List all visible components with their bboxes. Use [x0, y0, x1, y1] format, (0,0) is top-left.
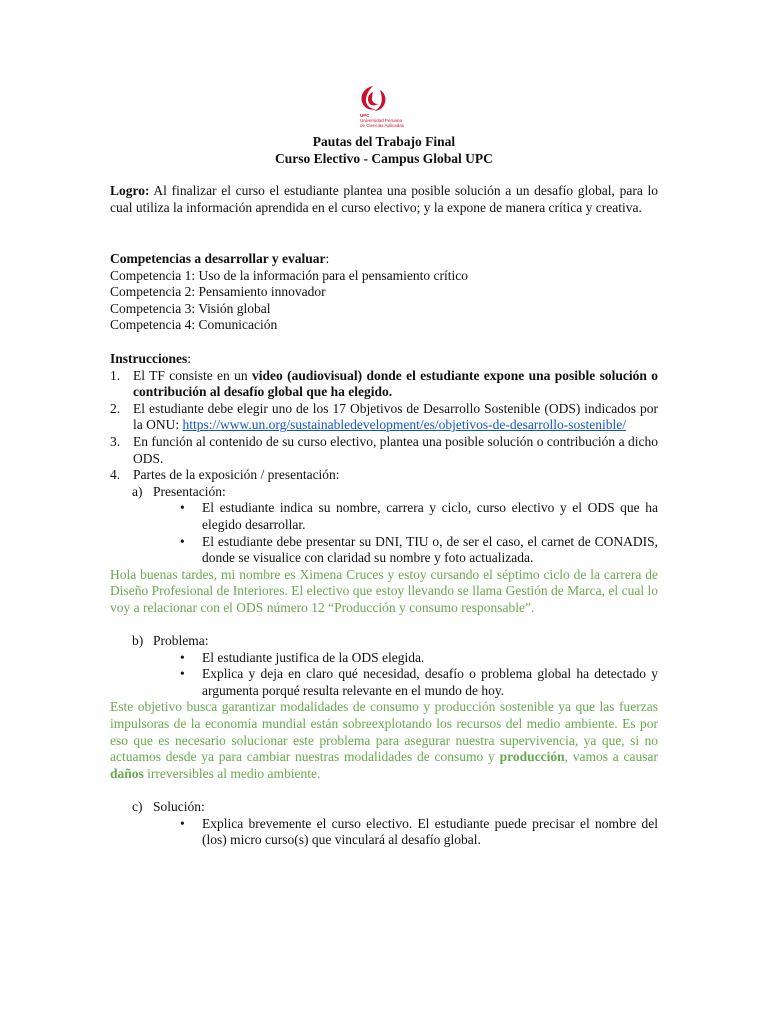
logro-label: Logro: — [110, 183, 150, 198]
competencias-section — [110, 251, 658, 334]
upc-logo-icon — [356, 84, 390, 114]
ods-link[interactable]: https://www.un.org/sustainabledevelopment/es/objetivos-de-desarrollo-sostenible/ — [182, 417, 627, 433]
part-b-bullet: • El estudiante justifica de la ODS elegida. — [180, 649, 425, 665]
logro-text: Al finalizar el curso el estudiante plantea una posible solución a un desafío global, para lo cual utiliza la información aprendida en el curso electivo; y la expone de manera crítica y creativa. — [110, 183, 658, 215]
instrucciones-section — [110, 351, 658, 849]
document-title — [110, 134, 658, 167]
upc-logo-text: UPC Universidad Peruana de Ciencias Aplicadas — [360, 113, 405, 128]
logro-paragraph — [110, 183, 658, 216]
instrucciones-heading: Instrucciones: — [110, 351, 192, 366]
instruction-item-1: 1. El TF consiste en un video (audiovisual) donde el estudiante expone una posible solución o contribución al desafío global que ha elegido. — [110, 367, 658, 400]
competencia-item: Competencia 2: Pensamiento innovador — [110, 284, 326, 300]
instruction-item-2: 2. El estudiante debe elegir uno de los 17 Objetivos de Desarrollo Sostenible (ODS) indicados por la ONU: https://www.un.org/sustainabledevelopment/es/objetivos-de-desarrollo-sostenible/ — [110, 400, 658, 433]
part-b-answer: Este objetivo busca garantizar modalidades de consumo y producción sostenible ya que las fuerzas impulsoras de la economía mundial están sobreexplotando los recursos del medio ambiente. Es por eso que es necesario solucionar este problema para asegurar nuestra supervivencia, ya que, si no actuamos desde ya para cambiar nuestras modalidades de consumo y producción, vamos a causar daños irreversibles al medio ambiente. — [110, 699, 658, 781]
part-b-title: b) Problema: — [132, 633, 209, 649]
part-a-answer: Hola buenas tardes, mi nombre es Ximena Cruces y estoy cursando el séptimo ciclo de la carrera de Diseño Profesional de Interiores. El electivo que estoy llevando se llama Gestión de Marca, el cual lo voy a relacionar con el ODS número 12 “Producción y consumo responsable”. — [110, 566, 658, 615]
title-line-2: Curso Electivo - Campus Global UPC — [275, 150, 493, 166]
part-c-title: c) Solución: — [132, 799, 205, 815]
part-c-bullet: • Explica brevemente el curso electivo. El estudiante puede precisar el nombre del (los) micro curso(s) que vinculará al desafío global. — [180, 815, 658, 848]
competencias-heading: Competencias a desarrollar y evaluar: — [110, 251, 330, 266]
title-line-1: Pautas del Trabajo Final — [312, 134, 456, 149]
part-a-title: a) Presentación: — [132, 483, 226, 499]
part-b-bullet: • Explica y deja en claro qué necesidad, desafío o problema global ha detectado y argumenta porqué resulta relevante en el mundo de hoy. — [180, 666, 658, 698]
competencia-item: Competencia 1: Uso de la información para el pensamiento crítico — [110, 267, 469, 283]
instruction-item-4: 4. Partes de la exposición / presentación: — [110, 467, 340, 483]
part-a-bullet: • El estudiante indica su nombre, carrera y ciclo, curso electivo y el ODS que ha elegido desarrollar. — [180, 500, 658, 532]
part-a-bullet: • El estudiante debe presentar su DNI, TIU o, de ser el caso, el carnet de CONADIS, donde se visualice con claridad su nombre y foto actualizada. — [180, 533, 658, 566]
instruction-item-3: 3. En función al contenido de su curso electivo, plantea una posible solución o contribución a dicho ODS. — [110, 433, 658, 466]
upc-logo — [356, 84, 405, 134]
competencia-item: Competencia 4: Comunicación — [110, 317, 278, 333]
competencia-item: Competencia 3: Visión global — [110, 300, 271, 316]
